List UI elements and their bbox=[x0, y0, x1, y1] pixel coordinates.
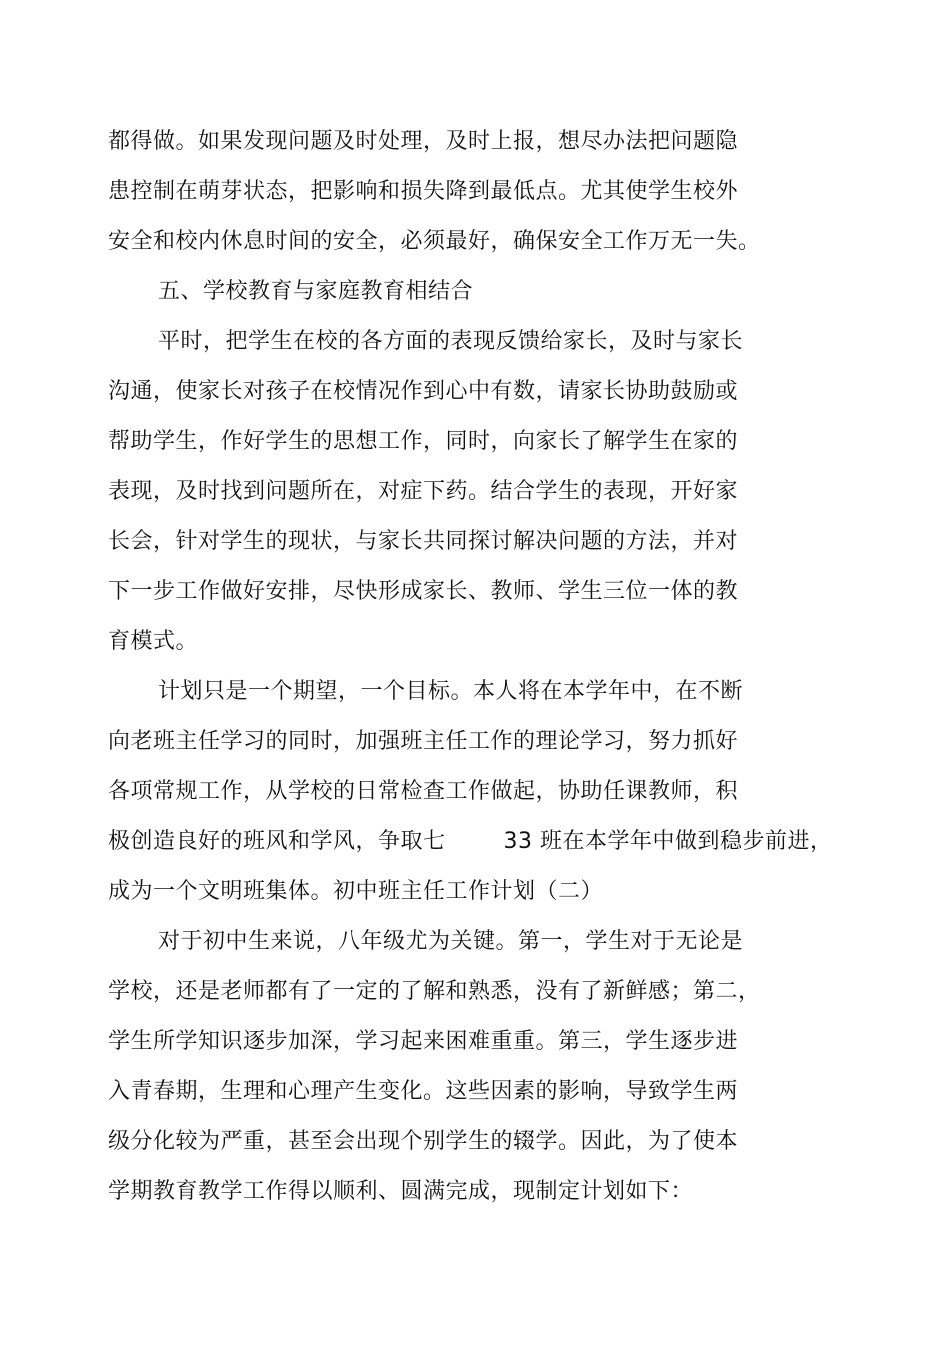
section-heading: 五、学校教育与家庭教育相结合 bbox=[158, 279, 474, 304]
paragraph-line: 学校，还是老师都有了一定的了解和熟悉，没有了新鲜感；第二， bbox=[108, 979, 761, 1004]
line-segment: 33 班在本学年中做到稳步前进， bbox=[503, 829, 833, 854]
paragraph-line bbox=[108, 827, 833, 857]
paragraph-line: 育模式。 bbox=[108, 629, 199, 654]
paragraph-line: 表现，及时找到问题所在，对症下药。结合学生的表现，开好家 bbox=[108, 479, 739, 504]
paragraph-line: 沟通，使家长对孩子在校情况作到心中有数，请家长协助鼓励或 bbox=[108, 379, 739, 404]
line-segment: 极创造良好的班风和学风，争取七 bbox=[108, 829, 446, 854]
paragraph-line: 长会，针对学生的现状，与家长共同探讨解决问题的方法，并对 bbox=[108, 529, 739, 554]
paragraph-line: 都得做。如果发现问题及时处理，及时上报，想尽办法把问题隐 bbox=[108, 129, 739, 154]
paragraph-line: 平时，把学生在校的各方面的表现反馈给家长，及时与家长 bbox=[158, 329, 744, 354]
paragraph-line: 向老班主任学习的同时，加强班主任工作的理论学习，努力抓好 bbox=[108, 729, 739, 754]
paragraph-line: 下一步工作做好安排，尽快形成家长、教师、学生三位一体的教 bbox=[108, 579, 739, 604]
paragraph-line: 计划只是一个期望，一个目标。本人将在本学年中，在不断 bbox=[158, 679, 744, 704]
paragraph-line: 帮助学生，作好学生的思想工作，同时，向家长了解学生在家的 bbox=[108, 429, 739, 454]
paragraph-line: 患控制在萌芽状态，把影响和损失降到最低点。尤其使学生校外 bbox=[108, 179, 739, 204]
paragraph-line: 安全和校内休息时间的安全，必须最好，确保安全工作万无一失。 bbox=[108, 229, 761, 254]
paragraph-line: 学生所学知识逐步加深，学习起来困难重重。第三，学生逐步进 bbox=[108, 1029, 739, 1054]
paragraph-line: 成为一个文明班集体。初中班主任工作计划（二） bbox=[108, 879, 604, 904]
paragraph-line: 级分化较为严重，甚至会出现个别学生的辍学。因此，为了使本 bbox=[108, 1129, 739, 1154]
paragraph-line: 对于初中生来说，八年级尤为关键。第一，学生对于无论是 bbox=[158, 929, 744, 954]
paragraph-line: 入青春期，生理和心理产生变化。这些因素的影响，导致学生两 bbox=[108, 1079, 739, 1104]
paragraph-line: 各项常规工作，从学校的日常检查工作做起，协助任课教师，积 bbox=[108, 779, 739, 804]
paragraph-line: 学期教育教学工作得以顺利、圆满完成，现制定计划如下： bbox=[108, 1179, 694, 1204]
